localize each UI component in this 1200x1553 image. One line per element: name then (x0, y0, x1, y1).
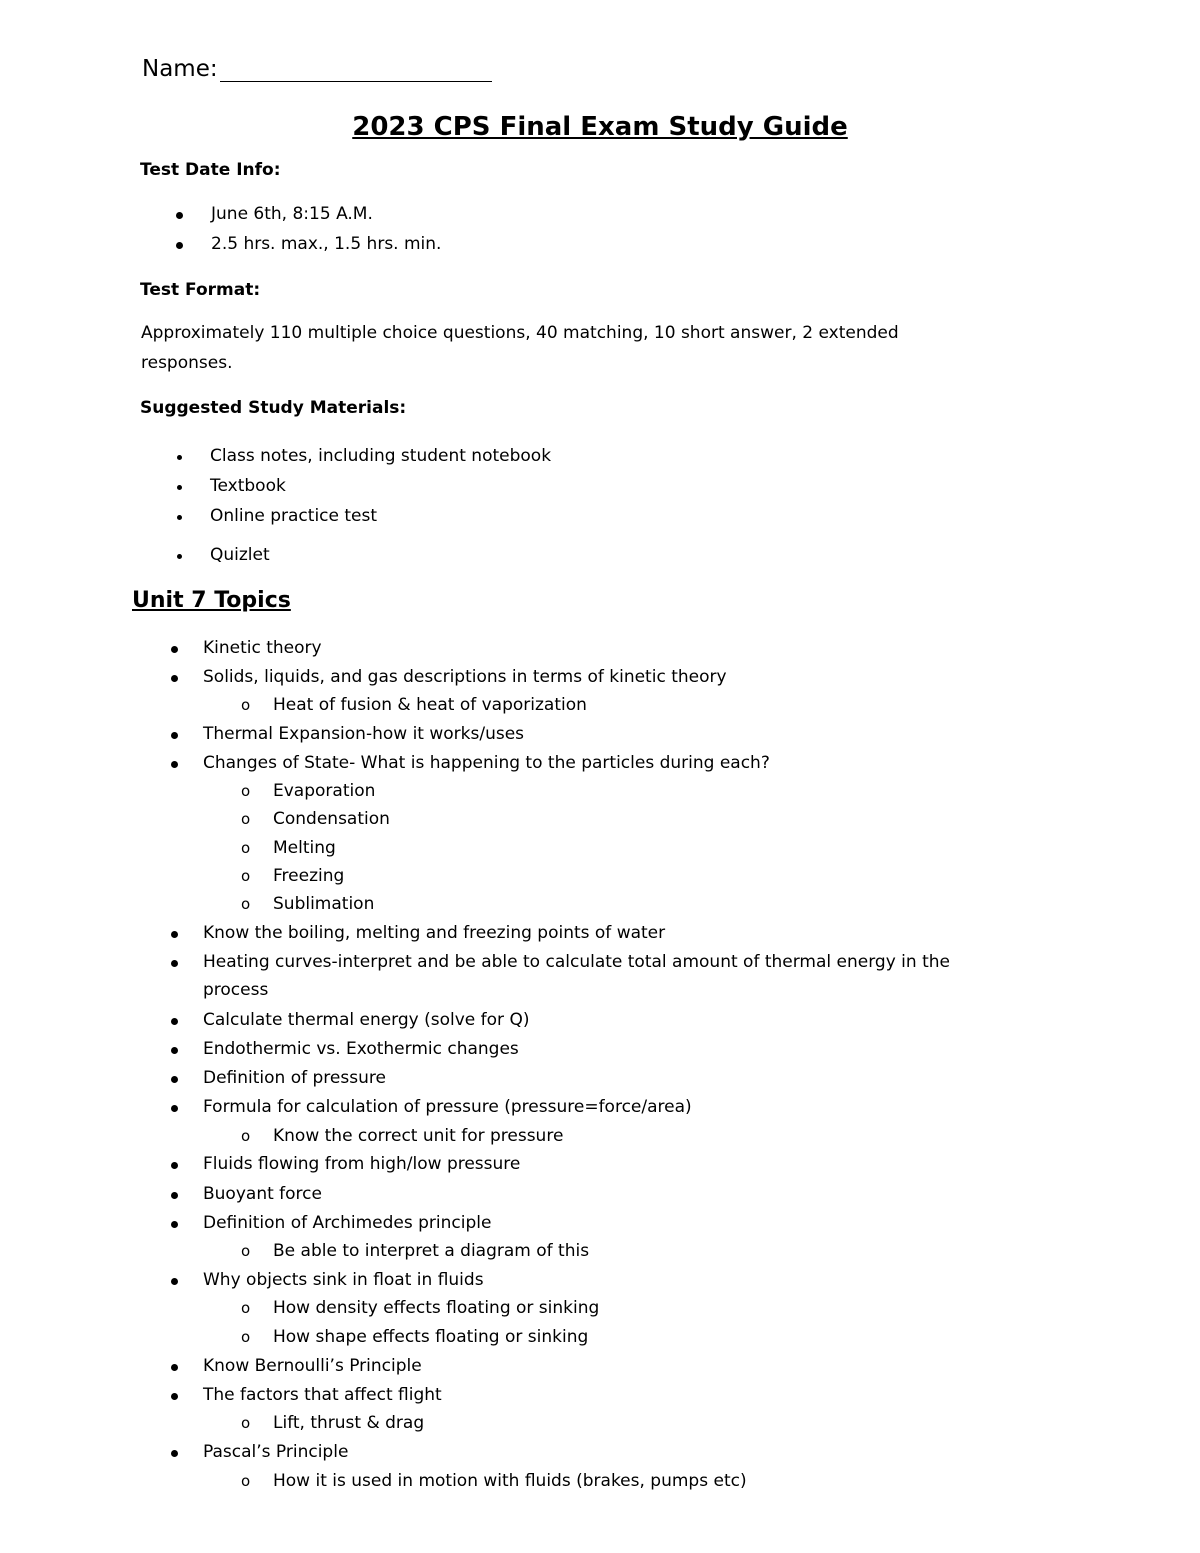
topic-item: Calculate thermal energy (solve for Q) (203, 1010, 530, 1030)
name-label: Name: (142, 56, 218, 82)
sub-topic-item: How density effects floating or sinking (273, 1298, 600, 1318)
sub-bullet-marker: o (241, 696, 251, 714)
topic-item: Formula for calculation of pressure (pressure=force/area) (203, 1097, 692, 1117)
bullet-icon (171, 931, 178, 938)
bullet-icon (171, 1450, 178, 1457)
sub-bullet-marker: o (241, 1328, 251, 1346)
sub-topic-item: How it is used in motion with fluids (brakes, pumps etc) (273, 1471, 747, 1491)
bullet-icon (171, 646, 178, 653)
bullet-icon (176, 242, 183, 249)
sub-topic-item: Evaporation (273, 781, 376, 801)
topic-item: Endothermic vs. Exothermic changes (203, 1039, 519, 1059)
bullet-icon (171, 1221, 178, 1228)
sub-bullet-marker: o (241, 895, 251, 913)
topic-item: Pascal’s Principle (203, 1442, 349, 1462)
name-blank-line (220, 59, 492, 82)
bullet-icon (171, 1162, 178, 1169)
topic-item: Fluids flowing from high/low pressure (203, 1154, 521, 1174)
topic-item: Kinetic theory (203, 638, 322, 658)
sub-bullet-marker: o (241, 839, 251, 857)
bullet-icon (171, 761, 178, 768)
bullet-icon (171, 1393, 178, 1400)
topic-item: Definition of Archimedes principle (203, 1213, 492, 1233)
sub-topic-item: Sublimation (273, 894, 375, 914)
bullet-icon (177, 485, 182, 490)
topic-item: process (203, 980, 269, 1000)
sub-bullet-marker: o (241, 1472, 251, 1490)
bullet-icon (171, 1018, 178, 1025)
unit-7-heading: Unit 7 Topics (132, 588, 291, 613)
name-field (142, 56, 492, 82)
bullet-icon (176, 212, 183, 219)
bullet-icon (171, 1076, 178, 1083)
sub-bullet-marker: o (241, 1414, 251, 1432)
topic-item: Buoyant force (203, 1184, 322, 1204)
sub-topic-item: Be able to interpret a diagram of this (273, 1241, 590, 1261)
bullet-icon (171, 1105, 178, 1112)
topic-item: Heating curves-interpret and be able to calculate total amount of thermal energy in the (203, 952, 950, 972)
study-material-item: Class notes, including student notebook (210, 446, 552, 466)
bullet-icon (177, 455, 182, 460)
bullet-icon (171, 960, 178, 967)
test-format-text-line1: Approximately 110 multiple choice questions, 40 matching, 10 short answer, 2 extended (141, 323, 899, 343)
topic-item: Know the boiling, melting and freezing points of water (203, 923, 666, 943)
bullet-icon (177, 515, 182, 520)
bullet-icon (171, 675, 178, 682)
test-date-label: Test Date Info: (140, 160, 281, 180)
bullet-icon (171, 1047, 178, 1054)
topic-item: Solids, liquids, and gas descriptions in terms of kinetic theory (203, 667, 727, 687)
sub-bullet-marker: o (241, 1127, 251, 1145)
topic-item: The factors that affect flight (203, 1385, 442, 1405)
sub-topic-item: Condensation (273, 809, 390, 829)
bullet-icon (171, 1192, 178, 1199)
study-material-item: Textbook (210, 476, 286, 496)
topic-item: Definition of pressure (203, 1068, 386, 1088)
topic-item: Changes of State- What is happening to the particles during each? (203, 753, 770, 773)
document-title: 2023 CPS Final Exam Study Guide (352, 112, 848, 142)
study-material-item: Quizlet (210, 545, 270, 565)
sub-bullet-marker: o (241, 1299, 251, 1317)
topic-item: Thermal Expansion-how it works/uses (203, 724, 525, 744)
bullet-icon (171, 1278, 178, 1285)
test-date-item: 2.5 hrs. max., 1.5 hrs. min. (211, 234, 442, 254)
test-format-text-line2: responses. (141, 353, 233, 373)
topic-item: Why objects sink in float in fluids (203, 1270, 484, 1290)
sub-topic-item: Melting (273, 838, 336, 858)
topic-item: Know Bernoulli’s Principle (203, 1356, 422, 1376)
bullet-icon (171, 1364, 178, 1371)
sub-bullet-marker: o (241, 782, 251, 800)
sub-topic-item: Know the correct unit for pressure (273, 1126, 564, 1146)
sub-bullet-marker: o (241, 867, 251, 885)
sub-topic-item: How shape effects floating or sinking (273, 1327, 589, 1347)
study-materials-label: Suggested Study Materials: (140, 398, 407, 418)
bullet-icon (177, 554, 182, 559)
sub-bullet-marker: o (241, 810, 251, 828)
sub-topic-item: Lift, thrust & drag (273, 1413, 425, 1433)
study-material-item: Online practice test (210, 506, 378, 526)
sub-topic-item: Freezing (273, 866, 345, 886)
bullet-icon (171, 732, 178, 739)
sub-topic-item: Heat of fusion & heat of vaporization (273, 695, 587, 715)
test-format-label: Test Format: (140, 280, 261, 300)
sub-bullet-marker: o (241, 1242, 251, 1260)
test-date-item: June 6th, 8:15 A.M. (211, 204, 373, 224)
